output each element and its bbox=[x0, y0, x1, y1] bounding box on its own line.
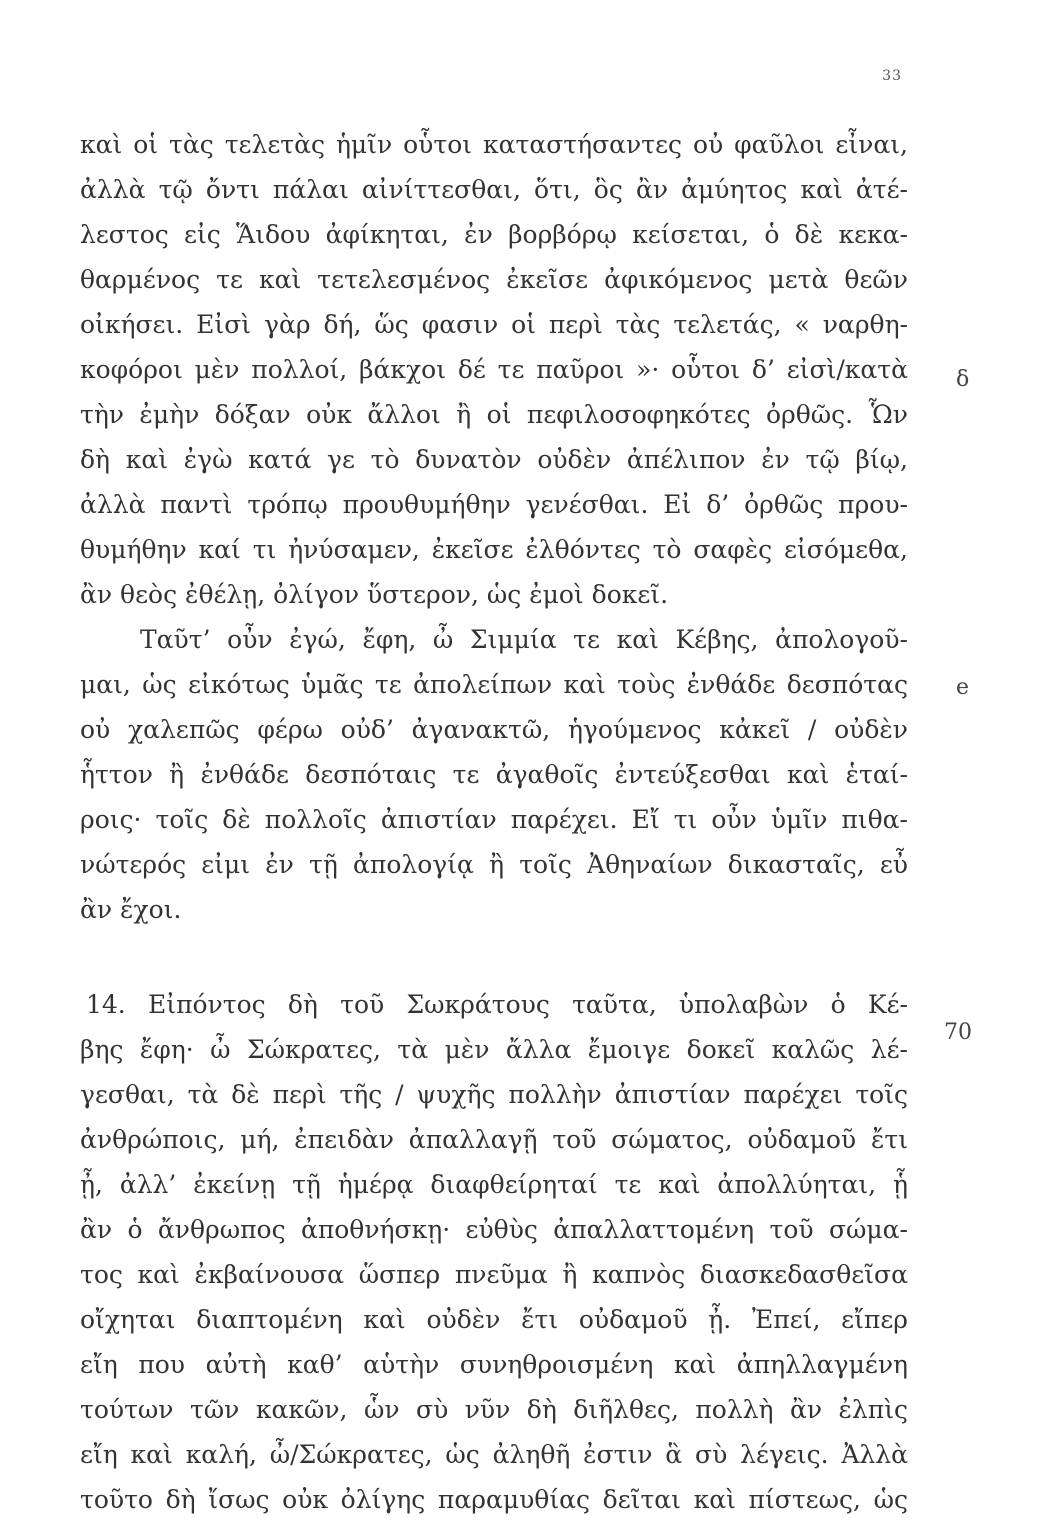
text-body bbox=[80, 122, 908, 1522]
text-line: μαι, ὡς εἰκότως ὑμᾶς τε ἀπολείπων καὶ τοὺς ἐνθάδε δεσπότας bbox=[80, 670, 908, 699]
text-line: οἴχηται διαπτομένη καὶ οὐδὲν ἔτι οὐδαμοῦ ᾖ. Ἐπεί, εἴπερ bbox=[80, 1305, 908, 1334]
text-line: νώτερός εἰμι ἐν τῇ ἀπολογίᾳ ἢ τοῖς Ἀθηναίων δικασταῖς, εὖ bbox=[80, 850, 908, 879]
text-line: ἀνθρώποις, μή, ἐπειδὰν ἀπαλλαγῇ τοῦ σώματος, οὐδαμοῦ ἔτι bbox=[80, 1125, 908, 1154]
text-line: ἂν ἔχοι. bbox=[80, 895, 182, 924]
text-line: ἀλλὰ τῷ ὄντι πάλαι αἰνίττεσθαι, ὅτι, ὃς ἂν ἀμύητος καὶ ἀτέ- bbox=[80, 175, 908, 204]
text-line: εἴη καὶ καλή, ὦ/Σώκρατες, ὡς ἀληθῆ ἐστιν ἃ σὺ λέγεις. Ἀλλὰ bbox=[80, 1440, 908, 1469]
text-line: τούτων τῶν κακῶν, ὧν σὺ νῦν δὴ διῆλθες, πολλὴ ἂν ἐλπὶς bbox=[80, 1395, 908, 1424]
text-line: ἧττον ἢ ἐνθάδε δεσπόταις τε ἀγαθοῖς ἐντεύξεσθαι καὶ ἑταί- bbox=[80, 760, 908, 789]
text-line: ἂν ὁ ἄνθρωπος ἀποθνήσκῃ· εὐθὺς ἀπαλλαττομένη τοῦ σώμα- bbox=[80, 1215, 908, 1244]
paragraph bbox=[80, 982, 908, 1522]
margin-ref-70: 70 bbox=[944, 1020, 972, 1045]
text-line: εἴη που αὐτὴ καθ’ αὑτὴν συνηθροισμένη καὶ ἀπηλλαγμένη bbox=[80, 1350, 908, 1379]
text-line: θαρμένος τε καὶ τετελεσμένος ἐκεῖσε ἀφικόμενος μετὰ θεῶν bbox=[80, 265, 908, 294]
margin-ref-d: δ bbox=[956, 367, 970, 392]
text-line: ἂν θεὸς ἐθέλῃ, ὀλίγον ὕστερον, ὡς ἐμοὶ δοκεῖ. bbox=[80, 580, 669, 609]
text-line: τοῦτο δὴ ἴσως οὐκ ὀλίγης παραμυθίας δεῖται καὶ πίστεως, ὡς bbox=[80, 1485, 908, 1514]
text-line: βης ἔφη· ὦ Σώκρατες, τὰ μὲν ἄλλα ἔμοιγε δοκεῖ καλῶς λέ- bbox=[80, 1035, 908, 1064]
section-gap bbox=[80, 932, 908, 982]
text-line: δὴ καὶ ἐγὼ κατά γε τὸ δυνατὸν οὐδὲν ἀπέλιπον ἐν τῷ βίῳ, bbox=[80, 445, 908, 474]
text-line: τος καὶ ἐκβαίνουσα ὥσπερ πνεῦμα ἢ καπνὸς διασκεδασθεῖσα bbox=[80, 1260, 908, 1289]
text-line: οὐ χαλεπῶς φέρω οὐδ’ ἀγανακτῶ, ἡγούμενος κἀκεῖ / οὐδὲν bbox=[80, 715, 908, 744]
text-line: λεστος εἰς Ἅιδου ἀφίκηται, ἐν βορβόρῳ κείσεται, ὁ δὲ κεκα- bbox=[80, 220, 908, 249]
text-line: θυμήθην καί τι ἠνύσαμεν, ἐκεῖσε ἐλθόντες τὸ σαφὲς εἰσόμεθα, bbox=[80, 535, 908, 564]
text-line: Ταῦτ’ οὖν ἐγώ, ἔφη, ὦ Σιμμία τε καὶ Κέβης, ἀπολογοῦ- bbox=[140, 625, 908, 654]
paragraph bbox=[80, 617, 908, 932]
text-line: ᾖ, ἀλλ’ ἐκείνῃ τῇ ἡμέρᾳ διαφθείρηταί τε καὶ ἀπολλύηται, ᾗ bbox=[80, 1170, 908, 1199]
text-line: τὴν ἐμὴν δόξαν οὐκ ἄλλοι ἢ οἱ πεφιλοσοφηκότες ὀρθῶς. Ὧν bbox=[80, 400, 908, 429]
text-line: γεσθαι, τὰ δὲ περὶ τῆς / ψυχῆς πολλὴν ἀπιστίαν παρέχει τοῖς bbox=[80, 1080, 908, 1109]
text-line: οἰκήσει. Εἰσὶ γὰρ δή, ὥς φασιν οἱ περὶ τὰς τελετάς, « ναρθη- bbox=[80, 310, 908, 339]
text-line: κοφόροι μὲν πολλοί, βάκχοι δέ τε παῦροι »· οὗτοι δ’ εἰσὶ/κατὰ bbox=[80, 355, 908, 384]
text-line: 14. Εἰπόντος δὴ τοῦ Σωκράτους ταῦτα, ὑπολαβὼν ὁ Κέ- bbox=[86, 990, 908, 1019]
page-number: 33 bbox=[882, 68, 902, 84]
paragraph bbox=[80, 122, 908, 617]
text-line: καὶ οἱ τὰς τελετὰς ἡμῖν οὗτοι καταστήσαντες οὐ φαῦλοι εἶναι, bbox=[80, 130, 908, 159]
text-line: ἀλλὰ παντὶ τρόπῳ προυθυμήθην γενέσθαι. Εἰ δ’ ὀρθῶς πρου- bbox=[80, 490, 908, 519]
text-line: ροις· τοῖς δὲ πολλοῖς ἀπιστίαν παρέχει. Εἴ τι οὖν ὑμῖν πιθα- bbox=[80, 805, 908, 834]
margin-ref-e: e bbox=[956, 675, 970, 700]
